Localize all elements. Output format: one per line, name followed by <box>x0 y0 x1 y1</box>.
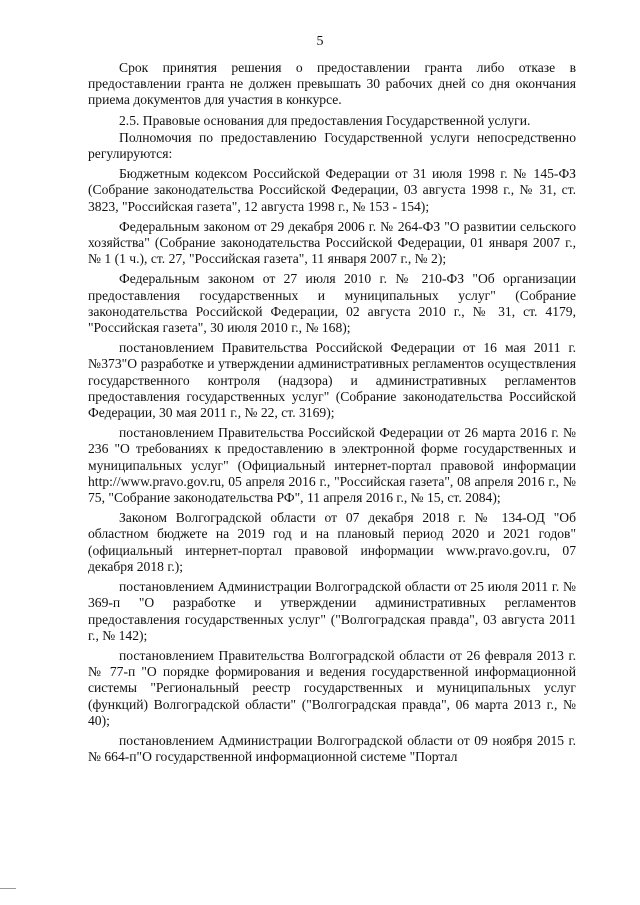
paragraph-law-264fz: Федеральным законом от 29 декабря 2006 г. № 264-ФЗ "О развитии сельского хозяйства" (Собрание законодательства Российской Федерации, 01 января 2007 г., № 1 (1 ч.), ст. 27, "Российская газета", 11 января 2007 г., № 2); <box>88 218 576 267</box>
paragraph-resolution-664p: постановлением Администрации Волгоградской области от 09 ноября 2015 г. № 664-п"О государственной информационной системе "Портал <box>88 732 576 765</box>
document-body <box>88 60 576 769</box>
scan-edge-mark <box>0 888 16 889</box>
paragraph-budget-code: Бюджетным кодексом Российской Федерации от 31 июля 1998 г. № 145-ФЗ (Собрание законодательства Российской Федерации, 03 августа 1998 г., № 31, ст. 3823, "Российская газета", 12 августа 1998 г., № 153 - 154); <box>88 166 576 214</box>
page-number: 5 <box>316 34 324 49</box>
paragraph-decision-term: Срок принятия решения о предоставлении гранта либо отказе в предоставлении гранта не должен превышать 30 рабочих дней со дня окончания приема документов для участия в конкурсе. <box>88 60 576 108</box>
paragraph-resolution-236: постановлением Правительства Российской Федерации от 26 марта 2016 г. № 236 "О требованиях к предоставлению в электронной форме государственных и муниципальных услуг" (Официальный интернет-портал правовой информации http://www.pravo.gov.ru, 05 апреля 2016 г., "Российская газета", 08 апреля 2016 г., № 75, "Собрание законодательства РФ", 11 апреля 2016 г., № 15, ст. 2084); <box>88 425 576 506</box>
paragraph-powers-intro: Полномочия по предоставлению Государственной услуги непосредственно регулируются: <box>88 129 576 162</box>
paragraph-law-134od: Законом Волгоградской области от 07 декабря 2018 г. № 134-ОД "Об областном бюджете на 2019 год и на плановый период 2020 и 2021 годов" (официальный интернет-портал правовой информации www.pravo.gov.ru, 07 декабря 2018 г.); <box>88 510 576 574</box>
paragraph-resolution-369p: постановлением Администрации Волгоградской области от 25 июля 2011 г. № 369-п "О разработке и утверждении административных регламентов предоставления государственных услуг" ("Волгоградская правда", 03 августа 2011 г., № 142); <box>88 579 576 643</box>
paragraph-resolution-373: постановлением Правительства Российской Федерации от 16 мая 2011 г. №373"О разработке и утверждении административных регламентов осуществления государственного контроля (надзора) и административных регламентов предоставления государственных услуг" (Собрание законодательства Российской Федерации, 30 мая 2011 г., № 22, ст. 3169); <box>88 340 576 421</box>
paragraph-law-210fz: Федеральным законом от 27 июля 2010 г. № 210-ФЗ "Об организации предоставления государственных и муниципальных услуг" (Собрание законодательства Российской Федерации, 02 августа 2010 г., № 31, ст. 4179, "Российская газета", 30 июля 2010 г., № 168); <box>88 271 576 336</box>
paragraph-resolution-77p: постановлением Правительства Волгоградской области от 26 февраля 2013 г. № 77-п "О порядке формирования и ведения государственной информационной системы "Региональный реестр государственных и муниципальных услуг (функций) Волгоградской области" ("Волгоградская правда", 06 марта 2013 г., № 40); <box>88 647 576 728</box>
section-heading-legal-basis: 2.5. Правовые основания для предоставления Государственной услуги. <box>119 112 531 128</box>
